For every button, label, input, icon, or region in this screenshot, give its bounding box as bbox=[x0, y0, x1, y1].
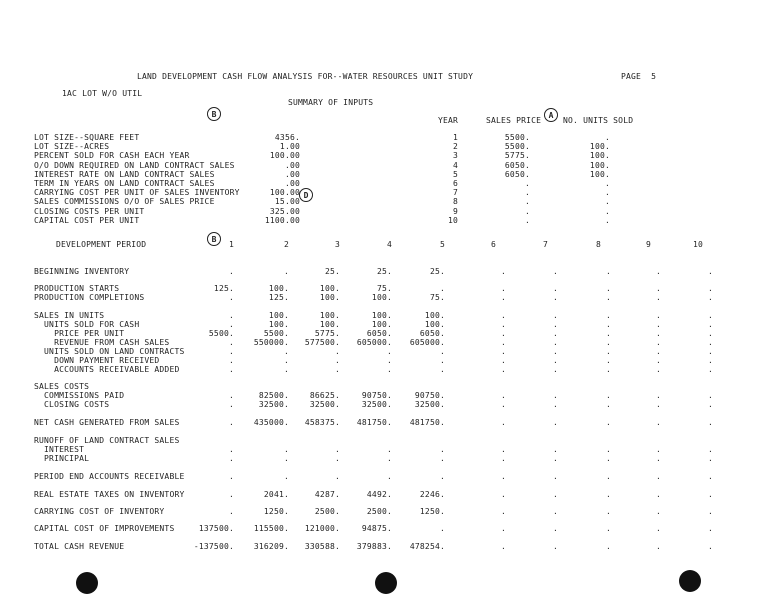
period-number: 10 bbox=[692, 240, 703, 249]
cell-value: . bbox=[605, 267, 611, 276]
cell-value: . bbox=[655, 542, 661, 551]
cell-value: 100. bbox=[319, 293, 340, 302]
price-table-year: 8 bbox=[452, 197, 458, 207]
cell-value: 379883. bbox=[356, 542, 392, 551]
input-value: 100.00 bbox=[269, 151, 300, 161]
cell-value: . bbox=[655, 445, 661, 454]
cell-value: 100. bbox=[268, 311, 289, 320]
period-number: 4 bbox=[386, 240, 392, 249]
price-table-units: . bbox=[604, 188, 610, 198]
input-label: SALES COMMISSIONS O/O OF SALES PRICE bbox=[34, 197, 215, 207]
cell-value: . bbox=[334, 445, 340, 454]
cell-value: . bbox=[707, 320, 713, 329]
cell-value: . bbox=[605, 329, 611, 338]
price-table-year: 7 bbox=[452, 188, 458, 198]
cell-value: . bbox=[552, 329, 558, 338]
price-table-units: . bbox=[604, 206, 610, 216]
cell-value: 605000. bbox=[356, 338, 392, 347]
cell-value: . bbox=[500, 418, 506, 427]
period-number: 6 bbox=[490, 240, 496, 249]
cell-value: 75. bbox=[429, 293, 445, 302]
circle-marker-b: B bbox=[207, 107, 221, 121]
cell-value: . bbox=[552, 320, 558, 329]
input-value: .00 bbox=[284, 179, 300, 188]
input-label: TERM IN YEARS ON LAND CONTRACT SALES bbox=[34, 179, 215, 188]
cell-value: . bbox=[707, 267, 713, 276]
cell-value: . bbox=[605, 542, 611, 551]
cell-value: . bbox=[605, 400, 611, 409]
row-label: REAL ESTATE TAXES ON INVENTORY bbox=[34, 490, 185, 499]
cell-value: 25. bbox=[376, 267, 392, 276]
row-label: CARRYING COST OF INVENTORY bbox=[34, 507, 165, 516]
input-value: 1100.00 bbox=[264, 215, 300, 225]
price-table-price: 5775. bbox=[504, 151, 530, 161]
cell-value: . bbox=[386, 347, 392, 356]
price-table-year: 9 bbox=[452, 206, 458, 216]
cell-value: . bbox=[707, 524, 713, 533]
cell-value: . bbox=[334, 356, 340, 365]
row-label: PRICE PER UNIT bbox=[34, 329, 125, 338]
price-table-price: 6050. bbox=[504, 160, 530, 170]
cell-value: . bbox=[500, 472, 506, 481]
cell-value: . bbox=[655, 391, 661, 400]
cell-value: . bbox=[655, 320, 661, 329]
row-label: COMMISSIONS PAID bbox=[34, 391, 125, 400]
cell-value: . bbox=[552, 418, 558, 427]
price-table-year: 3 bbox=[452, 151, 458, 161]
cell-value: 94875. bbox=[361, 524, 392, 533]
price-table-year: 4 bbox=[452, 160, 458, 170]
cell-value: . bbox=[334, 454, 340, 463]
cell-value: 1250. bbox=[263, 507, 289, 516]
cell-value: . bbox=[605, 418, 611, 427]
cell-value: . bbox=[655, 356, 661, 365]
row-label: ACCOUNTS RECEIVABLE ADDED bbox=[34, 365, 180, 374]
price-table-units: 100. bbox=[589, 142, 610, 152]
cell-value: . bbox=[439, 524, 445, 533]
punch-hole bbox=[76, 572, 98, 594]
cell-value: . bbox=[655, 507, 661, 516]
cell-value: . bbox=[500, 391, 506, 400]
cell-value: . bbox=[228, 267, 234, 276]
cell-value: . bbox=[283, 472, 289, 481]
cell-value: . bbox=[655, 293, 661, 302]
input-value: .00 bbox=[284, 160, 300, 170]
cell-value: . bbox=[605, 293, 611, 302]
price-table-price: 5500. bbox=[504, 133, 530, 142]
cell-value: . bbox=[605, 284, 611, 293]
period-number: 2 bbox=[283, 240, 289, 249]
cell-value: 577500. bbox=[304, 338, 340, 347]
price-table-price: . bbox=[524, 179, 530, 188]
circle-marker-b-period: B bbox=[207, 232, 221, 246]
row-label: PERIOD END ACCOUNTS RECEIVABLE bbox=[34, 472, 185, 481]
cell-value: . bbox=[228, 311, 234, 320]
cell-value: 1250. bbox=[419, 507, 445, 516]
cell-value: . bbox=[655, 472, 661, 481]
row-label: PRINCIPAL bbox=[34, 454, 90, 463]
cell-value: . bbox=[707, 293, 713, 302]
cell-value: . bbox=[500, 284, 506, 293]
cell-value: . bbox=[334, 347, 340, 356]
cell-value: . bbox=[500, 400, 506, 409]
cell-value: . bbox=[500, 507, 506, 516]
cell-value: . bbox=[605, 320, 611, 329]
development-period-label: DEVELOPMENT PERIOD bbox=[56, 240, 147, 249]
units-sold-header: NO. UNITS SOLD bbox=[563, 116, 634, 125]
cell-value: . bbox=[552, 284, 558, 293]
cell-value: 330588. bbox=[304, 542, 340, 551]
cell-value: 5775. bbox=[314, 329, 340, 338]
cell-value: . bbox=[552, 542, 558, 551]
circle-marker-a: A bbox=[544, 108, 558, 122]
cell-value: . bbox=[605, 365, 611, 374]
row-label: TOTAL CASH REVENUE bbox=[34, 542, 125, 551]
row-label: DOWN PAYMENT RECEIVED bbox=[34, 356, 160, 365]
cell-value: . bbox=[707, 311, 713, 320]
input-value: .00 bbox=[284, 169, 300, 179]
input-value: 325.00 bbox=[269, 206, 300, 216]
cell-value: . bbox=[228, 338, 234, 347]
year-header: YEAR bbox=[438, 116, 459, 125]
cell-value: . bbox=[552, 490, 558, 499]
input-label: CARRYING COST PER UNIT OF SALES INVENTORY bbox=[34, 188, 240, 198]
price-table-price: . bbox=[524, 188, 530, 198]
cell-value: . bbox=[439, 472, 445, 481]
cell-value: . bbox=[655, 284, 661, 293]
cell-value: . bbox=[500, 311, 506, 320]
summary-heading: SUMMARY OF INPUTS bbox=[288, 98, 374, 107]
row-label: SALES IN UNITS bbox=[34, 311, 105, 320]
cell-value: . bbox=[228, 418, 234, 427]
period-number: 1 bbox=[228, 240, 234, 249]
cell-value: 100. bbox=[268, 320, 289, 329]
cell-value: 86625. bbox=[309, 391, 340, 400]
cell-value: . bbox=[655, 347, 661, 356]
cell-value: . bbox=[500, 524, 506, 533]
cell-value: 137500. bbox=[198, 524, 234, 533]
cell-value: . bbox=[552, 445, 558, 454]
cell-value: . bbox=[707, 400, 713, 409]
cell-value: . bbox=[655, 524, 661, 533]
cell-value: . bbox=[500, 347, 506, 356]
cell-value: 100. bbox=[424, 320, 445, 329]
cell-value: . bbox=[552, 365, 558, 374]
cell-value: . bbox=[655, 418, 661, 427]
cell-value: 32500. bbox=[309, 400, 340, 409]
cell-value: 6050. bbox=[366, 329, 392, 338]
cell-value: . bbox=[439, 347, 445, 356]
report-subtitle: 1AC LOT W/O UTIL bbox=[62, 89, 143, 98]
price-table-units: . bbox=[604, 179, 610, 188]
cell-value: . bbox=[283, 267, 289, 276]
row-label: SALES COSTS bbox=[34, 382, 90, 391]
cell-value: . bbox=[283, 347, 289, 356]
cell-value: 25. bbox=[324, 267, 340, 276]
cell-value: 4287. bbox=[314, 490, 340, 499]
cell-value: 100. bbox=[371, 293, 392, 302]
cell-value: 2500. bbox=[366, 507, 392, 516]
period-number: 7 bbox=[542, 240, 548, 249]
row-label: UNITS SOLD ON LAND CONTRACTS bbox=[34, 347, 185, 356]
cell-value: . bbox=[386, 356, 392, 365]
cell-value: . bbox=[605, 454, 611, 463]
cell-value: . bbox=[228, 400, 234, 409]
cell-value: 100. bbox=[371, 320, 392, 329]
cell-value: . bbox=[655, 338, 661, 347]
price-table-year: 6 bbox=[452, 179, 458, 188]
price-table-units: 100. bbox=[589, 151, 610, 161]
cell-value: . bbox=[283, 356, 289, 365]
cell-value: . bbox=[228, 391, 234, 400]
cell-value: . bbox=[655, 365, 661, 374]
cell-value: . bbox=[228, 347, 234, 356]
cell-value: . bbox=[552, 472, 558, 481]
cell-value: 100. bbox=[319, 284, 340, 293]
row-label: CAPITAL COST OF IMPROVEMENTS bbox=[34, 524, 175, 533]
report-title: LAND DEVELOPMENT CASH FLOW ANALYSIS FOR--WATER RESOURCES UNIT STUDY bbox=[137, 72, 474, 81]
cell-value: 100. bbox=[424, 311, 445, 320]
cell-value: . bbox=[707, 418, 713, 427]
price-table-units: . bbox=[604, 215, 610, 225]
cell-value: . bbox=[386, 365, 392, 374]
cell-value: . bbox=[552, 293, 558, 302]
cell-value: 121000. bbox=[304, 524, 340, 533]
cell-value: . bbox=[707, 507, 713, 516]
cell-value: . bbox=[605, 356, 611, 365]
cell-value: . bbox=[605, 524, 611, 533]
cell-value: . bbox=[707, 445, 713, 454]
price-table-year: 5 bbox=[452, 169, 458, 179]
cell-value: . bbox=[655, 400, 661, 409]
price-table-year: 1 bbox=[452, 133, 458, 142]
cell-value: . bbox=[334, 472, 340, 481]
cell-value: 481750. bbox=[409, 418, 445, 427]
row-label: RUNOFF OF LAND CONTRACT SALES bbox=[34, 436, 180, 445]
cell-value: . bbox=[439, 454, 445, 463]
input-value: 1.00 bbox=[279, 142, 300, 152]
row-label: REVENUE FROM CASH SALES bbox=[34, 338, 170, 347]
cell-value: . bbox=[228, 454, 234, 463]
cell-value: 481750. bbox=[356, 418, 392, 427]
cell-value: 100. bbox=[268, 284, 289, 293]
circle-marker-d: D bbox=[299, 188, 313, 202]
cell-value: . bbox=[605, 311, 611, 320]
cell-value: 90750. bbox=[361, 391, 392, 400]
cell-value: 5500. bbox=[263, 329, 289, 338]
period-number: 9 bbox=[645, 240, 651, 249]
cell-value: . bbox=[605, 490, 611, 499]
price-table-price: 6050. bbox=[504, 169, 530, 179]
cell-value: . bbox=[605, 391, 611, 400]
cell-value: . bbox=[228, 293, 234, 302]
cell-value: . bbox=[605, 445, 611, 454]
punch-hole bbox=[679, 570, 701, 592]
row-label: NET CASH GENERATED FROM SALES bbox=[34, 418, 180, 427]
cell-value: . bbox=[386, 472, 392, 481]
cell-value: . bbox=[283, 454, 289, 463]
cell-value: 90750. bbox=[414, 391, 445, 400]
punch-hole bbox=[375, 572, 397, 594]
cell-value: . bbox=[334, 365, 340, 374]
cell-value: . bbox=[228, 507, 234, 516]
cell-value: 478254. bbox=[409, 542, 445, 551]
price-table-year: 2 bbox=[452, 142, 458, 152]
input-label: PERCENT SOLD FOR CASH EACH YEAR bbox=[34, 151, 190, 161]
cell-value: . bbox=[500, 542, 506, 551]
cell-value: . bbox=[655, 311, 661, 320]
cell-value: 125. bbox=[213, 284, 234, 293]
cell-value: . bbox=[386, 454, 392, 463]
cell-value: . bbox=[228, 320, 234, 329]
cell-value: . bbox=[500, 267, 506, 276]
cell-value: . bbox=[655, 454, 661, 463]
input-label: LOT SIZE--SQUARE FEET bbox=[34, 133, 140, 142]
cell-value: 458375. bbox=[304, 418, 340, 427]
cell-value: . bbox=[707, 356, 713, 365]
cell-value: 5500. bbox=[208, 329, 234, 338]
cell-value: 605000. bbox=[409, 338, 445, 347]
cell-value: 100. bbox=[319, 320, 340, 329]
cell-value: . bbox=[655, 267, 661, 276]
input-value: 15.00 bbox=[274, 197, 300, 207]
cell-value: 32500. bbox=[361, 400, 392, 409]
price-table-price: 5500. bbox=[504, 142, 530, 152]
cell-value: . bbox=[283, 445, 289, 454]
cell-value: 550000. bbox=[253, 338, 289, 347]
cell-value: . bbox=[228, 356, 234, 365]
cell-value: 316209. bbox=[253, 542, 289, 551]
cell-value: . bbox=[707, 347, 713, 356]
cell-value: . bbox=[500, 445, 506, 454]
price-table-units: 100. bbox=[589, 160, 610, 170]
cell-value: . bbox=[228, 365, 234, 374]
cell-value: 32500. bbox=[414, 400, 445, 409]
cell-value: 100. bbox=[371, 311, 392, 320]
cell-value: . bbox=[386, 445, 392, 454]
cell-value: 115500. bbox=[253, 524, 289, 533]
cell-value: . bbox=[500, 320, 506, 329]
cell-value: . bbox=[655, 329, 661, 338]
cell-value: 4492. bbox=[366, 490, 392, 499]
cell-value: . bbox=[707, 454, 713, 463]
row-label: BEGINNING INVENTORY bbox=[34, 267, 130, 276]
cell-value: 435000. bbox=[253, 418, 289, 427]
cell-value: 2500. bbox=[314, 507, 340, 516]
cell-value: . bbox=[707, 329, 713, 338]
cell-value: . bbox=[552, 454, 558, 463]
cell-value: 2246. bbox=[419, 490, 445, 499]
cell-value: . bbox=[500, 356, 506, 365]
cell-value: . bbox=[500, 454, 506, 463]
price-table-year: 10 bbox=[447, 215, 458, 225]
cell-value: . bbox=[605, 472, 611, 481]
input-label: CAPITAL COST PER UNIT bbox=[34, 215, 140, 225]
price-table-units: . bbox=[604, 133, 610, 142]
price-table-price: . bbox=[524, 206, 530, 216]
cell-value: 6050. bbox=[419, 329, 445, 338]
cell-value: 2041. bbox=[263, 490, 289, 499]
cell-value: . bbox=[552, 347, 558, 356]
row-label: CLOSING COSTS bbox=[34, 400, 110, 409]
cell-value: . bbox=[439, 445, 445, 454]
cell-value: . bbox=[228, 445, 234, 454]
cell-value: . bbox=[552, 311, 558, 320]
cell-value: -137500. bbox=[193, 542, 234, 551]
price-table-units: . bbox=[604, 197, 610, 207]
cell-value: . bbox=[552, 391, 558, 400]
cell-value: 82500. bbox=[258, 391, 289, 400]
cell-value: . bbox=[500, 329, 506, 338]
cell-value: . bbox=[707, 365, 713, 374]
cell-value: . bbox=[707, 490, 713, 499]
cell-value: 25. bbox=[429, 267, 445, 276]
row-label: INTEREST bbox=[34, 445, 85, 454]
period-number: 8 bbox=[595, 240, 601, 249]
cell-value: . bbox=[439, 284, 445, 293]
cell-value: . bbox=[707, 391, 713, 400]
cell-value: . bbox=[655, 490, 661, 499]
cell-value: . bbox=[605, 338, 611, 347]
cell-value: . bbox=[605, 507, 611, 516]
input-label: INTEREST RATE ON LAND CONTRACT SALES bbox=[34, 169, 215, 179]
cell-value: 100. bbox=[319, 311, 340, 320]
cell-value: 125. bbox=[268, 293, 289, 302]
cell-value: 32500. bbox=[258, 400, 289, 409]
price-table-price: . bbox=[524, 215, 530, 225]
period-number: 3 bbox=[334, 240, 340, 249]
cell-value: . bbox=[228, 472, 234, 481]
cell-value: . bbox=[552, 267, 558, 276]
input-value: 4356. bbox=[274, 133, 300, 142]
cell-value: . bbox=[500, 293, 506, 302]
cell-value: . bbox=[707, 472, 713, 481]
input-label: O/O DOWN REQUIRED ON LAND CONTRACT SALES bbox=[34, 160, 235, 170]
cell-value: . bbox=[552, 507, 558, 516]
input-label: LOT SIZE--ACRES bbox=[34, 142, 110, 152]
sales-price-header: SALES PRICE bbox=[486, 116, 542, 125]
cell-value: 75. bbox=[376, 284, 392, 293]
cell-value: . bbox=[439, 356, 445, 365]
cell-value: . bbox=[439, 365, 445, 374]
cell-value: . bbox=[707, 284, 713, 293]
input-value: 100.00 bbox=[269, 188, 300, 198]
page-number: PAGE 5 bbox=[621, 72, 657, 81]
price-table-units: 100. bbox=[589, 169, 610, 179]
cell-value: . bbox=[500, 338, 506, 347]
price-table-price: . bbox=[524, 197, 530, 207]
row-label: PRODUCTION COMPLETIONS bbox=[34, 293, 145, 302]
cell-value: . bbox=[500, 490, 506, 499]
cell-value: . bbox=[605, 347, 611, 356]
input-label: CLOSING COSTS PER UNIT bbox=[34, 206, 145, 216]
row-label: PRODUCTION STARTS bbox=[34, 284, 120, 293]
cell-value: . bbox=[552, 524, 558, 533]
cell-value: . bbox=[552, 338, 558, 347]
cell-value: . bbox=[707, 542, 713, 551]
cell-value: . bbox=[552, 356, 558, 365]
cell-value: . bbox=[500, 365, 506, 374]
cell-value: . bbox=[707, 338, 713, 347]
cell-value: . bbox=[228, 490, 234, 499]
row-label: UNITS SOLD FOR CASH bbox=[34, 320, 140, 329]
period-number: 5 bbox=[439, 240, 445, 249]
cell-value: . bbox=[552, 400, 558, 409]
cell-value: . bbox=[283, 365, 289, 374]
